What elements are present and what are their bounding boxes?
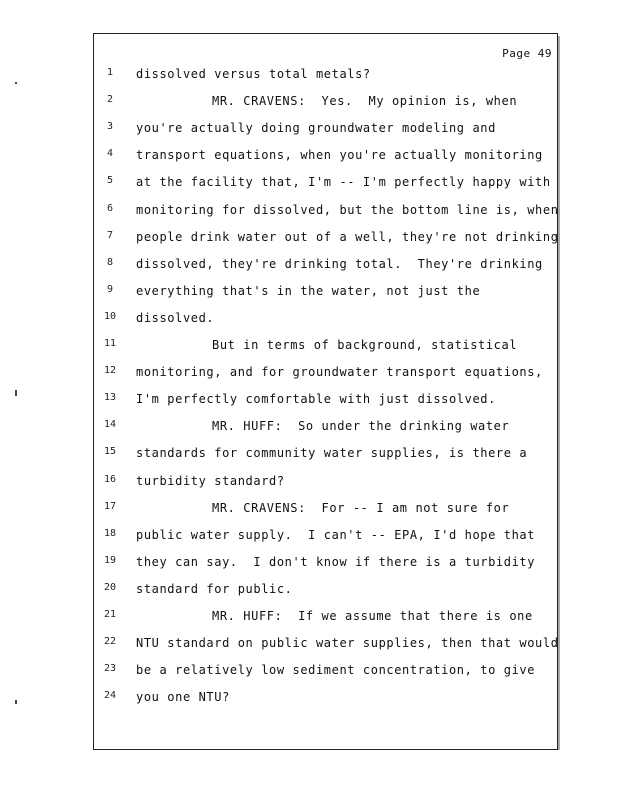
- transcript-line: [0, 419, 618, 437]
- line-number: 4: [106, 148, 114, 160]
- line-number: 16: [103, 473, 117, 485]
- line-number: 24: [103, 690, 117, 702]
- line-text: MR. CRAVENS: For -- I am not sure for: [212, 500, 510, 515]
- line-text: turbidity standard?: [136, 473, 285, 488]
- line-text: monitoring, and for groundwater transport equations,: [136, 365, 543, 380]
- line-number: 7: [106, 229, 114, 241]
- line-text: be a relatively low sediment concentration, to give: [136, 663, 536, 678]
- transcript-line: [0, 121, 618, 139]
- line-number: 14: [103, 419, 117, 431]
- line-number: 23: [103, 663, 117, 675]
- line-text: people drink water out of a well, they're not drinking: [136, 229, 559, 244]
- line-number: 2: [106, 94, 114, 106]
- line-text: dissolved versus total metals?: [136, 67, 371, 81]
- line-text: they can say. I don't know if there is a turbidity: [136, 554, 536, 569]
- line-number: 3: [106, 121, 114, 133]
- line-text: MR. HUFF: So under the drinking water: [212, 419, 510, 434]
- transcript-line: [0, 203, 618, 221]
- line-text: I'm perfectly comfortable with just dissolved.: [136, 392, 496, 407]
- line-text: NTU standard on public water supplies, then that would: [136, 636, 559, 651]
- line-text: everything that's in the water, not just the: [136, 283, 481, 298]
- transcript-line: [0, 474, 618, 492]
- line-number: 18: [103, 527, 117, 539]
- line-text: MR. CRAVENS: Yes. My opinion is, when: [212, 94, 518, 109]
- line-number: 17: [103, 500, 117, 512]
- line-text: you one NTU?: [136, 690, 230, 705]
- line-text: you're actually doing groundwater modeling and: [136, 121, 496, 136]
- transcript-line: [0, 636, 618, 654]
- line-number: 12: [103, 365, 117, 377]
- line-number: 20: [103, 581, 117, 593]
- transcript-line: [0, 528, 618, 546]
- transcript-line: [0, 582, 618, 600]
- line-number: 6: [106, 202, 114, 214]
- transcript-line: [0, 609, 618, 627]
- line-number: 11: [103, 338, 117, 349]
- transcript-line: [0, 257, 618, 275]
- line-text: dissolved.: [136, 310, 215, 325]
- line-text: MR. HUFF: If we assume that there is one: [212, 609, 533, 623]
- transcript-line: [0, 311, 618, 329]
- transcript-line: [0, 284, 618, 302]
- transcript-line: [0, 230, 618, 248]
- line-number: 13: [103, 392, 117, 404]
- line-text: monitoring for dissolved, but the bottom line is, when: [136, 202, 559, 217]
- transcript-line: [0, 446, 618, 464]
- line-text: public water supply. I can't -- EPA, I'd hope that: [136, 527, 536, 542]
- transcript-line: [0, 501, 618, 519]
- line-text: at the facility that, I'm -- I'm perfectly happy with: [136, 175, 551, 190]
- transcript-line: [0, 555, 618, 573]
- line-number: 10: [103, 310, 117, 322]
- transcript-line: [0, 365, 618, 383]
- line-text: standard for public.: [136, 581, 293, 596]
- line-text: transport equations, when you're actually monitoring: [136, 148, 543, 163]
- transcript-line: [0, 338, 618, 356]
- line-text: dissolved, they're drinking total. They're drinking: [136, 256, 543, 271]
- transcript-line: [0, 148, 618, 166]
- line-text: But in terms of background, statistical: [212, 338, 518, 352]
- line-number: 15: [103, 446, 117, 458]
- line-text: standards for community water supplies, is there a: [136, 446, 528, 461]
- line-number: 1: [106, 67, 114, 78]
- transcript-line: [0, 663, 618, 681]
- line-number: 21: [103, 609, 117, 620]
- line-number: 22: [103, 636, 117, 648]
- transcript-line: [0, 67, 618, 85]
- transcript-line: [0, 392, 618, 410]
- line-number: 19: [103, 554, 117, 566]
- line-number: 8: [106, 256, 114, 268]
- transcript-line: [0, 175, 618, 193]
- line-number: 5: [106, 175, 114, 187]
- transcript-line: [0, 690, 618, 708]
- transcript-line: [0, 94, 618, 112]
- page-number: Page 49: [502, 47, 552, 60]
- line-number: 9: [106, 283, 114, 295]
